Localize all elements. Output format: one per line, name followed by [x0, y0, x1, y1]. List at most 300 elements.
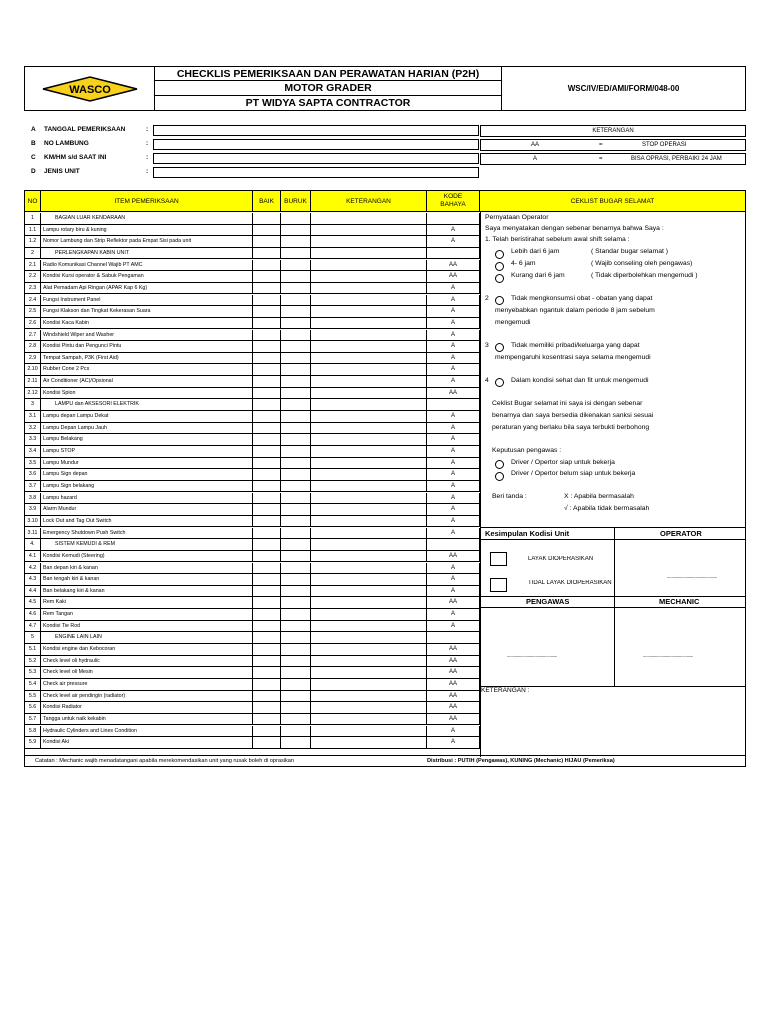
keterangan-cell[interactable] [311, 597, 427, 608]
jenis-field[interactable] [153, 167, 479, 178]
table-row [25, 353, 480, 365]
keterangan-cell[interactable] [311, 318, 427, 329]
row-number: 5 [25, 632, 41, 643]
kode-cell: AA [427, 691, 480, 702]
keterangan-cell[interactable] [311, 271, 427, 282]
keterangan-cell[interactable] [311, 516, 427, 527]
pengawas-signature[interactable]: .............................................. [507, 653, 558, 659]
buruk-cell[interactable] [281, 271, 311, 282]
keterangan-a: A = BISA OPRASI, PERBAIKI 24 JAM [480, 153, 746, 165]
kode-cell: A [427, 446, 480, 457]
pengawas-top-line [480, 596, 745, 597]
row-number: 4.7 [25, 621, 41, 632]
keterangan-cell[interactable] [311, 469, 427, 480]
baik-cell[interactable] [253, 737, 281, 748]
row-item: Check level oli hydraulic [41, 656, 253, 667]
row-number: 4.4 [25, 586, 41, 597]
table-row [25, 481, 480, 493]
buruk-cell [281, 213, 311, 224]
row-number: 5.3 [25, 667, 41, 678]
q2-radio[interactable] [495, 296, 504, 305]
keterangan-cell[interactable] [311, 388, 427, 399]
row-item: Kondisi Pintu dan Pengunci Pintu [41, 341, 253, 352]
buruk-cell[interactable] [281, 702, 311, 713]
keterangan-cell[interactable] [311, 458, 427, 469]
table-row [25, 364, 480, 376]
buruk-cell[interactable] [281, 597, 311, 608]
mark-v-label: √ : Apabila tidak bermasalah [564, 505, 650, 512]
baik-cell[interactable] [253, 667, 281, 678]
baik-cell[interactable] [253, 574, 281, 585]
buruk-cell[interactable] [281, 621, 311, 632]
table-row [25, 306, 480, 318]
row-item: Air Conditioner (AC)/Opsional [41, 376, 253, 387]
baik-cell[interactable] [253, 423, 281, 434]
table-row [25, 702, 480, 714]
table-row [25, 586, 480, 598]
row-item: Windshield Wiper and Washer [41, 330, 253, 341]
tidak-layak-checkbox[interactable] [490, 578, 507, 592]
table-row [25, 434, 480, 446]
kode-cell: A [427, 493, 480, 504]
table-row [25, 283, 480, 295]
baik-cell[interactable] [253, 388, 281, 399]
keterangan-title: KETERANGAN [480, 125, 746, 137]
buruk-cell[interactable] [281, 691, 311, 702]
buruk-cell[interactable] [281, 434, 311, 445]
baik-cell[interactable] [253, 318, 281, 329]
buruk-cell[interactable] [281, 644, 311, 655]
row-item: Lampu Mundur [41, 458, 253, 469]
buruk-cell[interactable] [281, 656, 311, 667]
baik-cell[interactable] [253, 551, 281, 562]
buruk-cell[interactable] [281, 283, 311, 294]
table-row [25, 446, 480, 458]
col-item: ITEM PEMERIKSAAN [41, 191, 253, 212]
buruk-cell[interactable] [281, 411, 311, 422]
beri-tanda-label: Beri tanda : [492, 493, 527, 500]
baik-cell[interactable] [253, 726, 281, 737]
keterangan-cell [311, 248, 427, 259]
row-item: Emergency Shutdown Push Switch [41, 528, 253, 539]
dec1-radio[interactable] [495, 460, 504, 469]
row-item: Lampu Sign belakang [41, 481, 253, 492]
row-number: 5.4 [25, 679, 41, 690]
row-item: Kondisi Kaca Kabin [41, 318, 253, 329]
row-number: 1 [25, 213, 41, 224]
kode-cell: A [427, 423, 480, 434]
table-row [25, 714, 480, 726]
keterangan-cell[interactable] [311, 446, 427, 457]
baik-cell[interactable] [253, 434, 281, 445]
kode-cell: AA [427, 644, 480, 655]
keterangan-cell[interactable] [311, 574, 427, 585]
keterangan-cell[interactable] [311, 528, 427, 539]
col-ceklist: CEKLIST BUGAR SELAMAT [480, 191, 745, 212]
row-number: 2.11 [25, 376, 41, 387]
table-row [25, 330, 480, 342]
layak-label: LAYAK DIOPERASIKAN [528, 556, 594, 562]
baik-cell[interactable] [253, 516, 281, 527]
table-row [25, 667, 480, 679]
baik-cell[interactable] [253, 271, 281, 282]
keterangan-cell[interactable] [311, 656, 427, 667]
keterangan-cell[interactable] [311, 434, 427, 445]
opt2-radio[interactable] [495, 262, 504, 271]
table-row [25, 528, 480, 540]
baik-cell[interactable] [253, 364, 281, 375]
table-row [25, 656, 480, 668]
baik-cell[interactable] [253, 644, 281, 655]
keterangan-cell[interactable] [311, 621, 427, 632]
buruk-cell[interactable] [281, 528, 311, 539]
kode-cell: A [427, 586, 480, 597]
baik-cell[interactable] [253, 714, 281, 725]
kode-cell: A [427, 737, 480, 748]
buruk-cell[interactable] [281, 376, 311, 387]
row-number: 2 [25, 248, 41, 259]
row-number: 4. [25, 539, 41, 550]
keterangan-cell[interactable] [311, 364, 427, 375]
table-row [25, 737, 480, 749]
keterangan-cell[interactable] [311, 726, 427, 737]
row-item: LAMPU dan AKSESORI ELEKTRIK [41, 399, 253, 410]
buruk-cell[interactable] [281, 364, 311, 375]
section-row [25, 248, 480, 260]
buruk-cell[interactable] [281, 493, 311, 504]
table-row [25, 504, 480, 516]
kode-cell: AA [427, 388, 480, 399]
keterangan-cell[interactable] [311, 295, 427, 306]
note-line2: benarnya dan saya bersedia dikenakan sanksi sesuai [492, 412, 654, 419]
row-number: 2.7 [25, 330, 41, 341]
baik-cell[interactable] [253, 481, 281, 492]
buruk-cell[interactable] [281, 225, 311, 236]
row-item: Lampu rotary biru & kuning [41, 225, 253, 236]
row-item: Lampu STOP [41, 446, 253, 457]
buruk-cell[interactable] [281, 458, 311, 469]
buruk-cell[interactable] [281, 446, 311, 457]
buruk-cell[interactable] [281, 667, 311, 678]
dec2-label: Driver / Opertor belum siap untuk bekerja [511, 470, 636, 477]
kode-cell: A [427, 330, 480, 341]
q4-radio[interactable] [495, 378, 504, 387]
kode-cell: AA [427, 714, 480, 725]
baik-cell[interactable] [253, 528, 281, 539]
row-item: Kondisi engine dan Kebocoran [41, 644, 253, 655]
kode-cell: A [427, 283, 480, 294]
dec1-label: Driver / Opertor siap untuk bekerja [511, 459, 615, 466]
mechanic-signature[interactable]: .............................................. [643, 653, 694, 659]
row-item: Nomor Lambung dan Strip Reflektor pada Empat Sisi pada unit [41, 236, 253, 247]
opt1-note: ( Standar bugar selamat ) [591, 248, 669, 255]
table-row [25, 726, 480, 738]
kode-cell: A [427, 504, 480, 515]
baik-cell[interactable] [253, 504, 281, 515]
baik-cell [253, 399, 281, 410]
info-row-jenis: D JENIS UNIT : [24, 166, 484, 178]
row-number: 3.5 [25, 458, 41, 469]
buruk-cell[interactable] [281, 679, 311, 690]
baik-cell[interactable] [253, 225, 281, 236]
baik-cell[interactable] [253, 493, 281, 504]
table-row [25, 376, 480, 388]
lambung-field[interactable] [153, 139, 479, 150]
row-number: 5.9 [25, 737, 41, 748]
row-item: Check level oli Mesin [41, 667, 253, 678]
table-row [25, 551, 480, 563]
row-item: BAGIAN LUAR KENDARAAN [41, 213, 253, 224]
baik-cell[interactable] [253, 691, 281, 702]
opt1-radio[interactable] [495, 250, 504, 259]
row-number: 4.3 [25, 574, 41, 585]
keterangan-cell[interactable] [311, 260, 427, 271]
info-row-tanggal: A TANGGAL PEMERIKSAAN : [24, 124, 484, 136]
keterangan-cell[interactable] [311, 679, 427, 690]
buruk-cell[interactable] [281, 341, 311, 352]
buruk-cell[interactable] [281, 504, 311, 515]
table-row [25, 225, 480, 237]
baik-cell[interactable] [253, 236, 281, 247]
keterangan-cell[interactable] [311, 481, 427, 492]
table-row [25, 388, 480, 400]
form-code: WSC/IV/ED/AMI/FORM/048-00 [567, 84, 680, 93]
baik-cell[interactable] [253, 376, 281, 387]
row-item: Ban belakang kiri & kanan [41, 586, 253, 597]
kode-cell: A [427, 318, 480, 329]
row-number: 2.10 [25, 364, 41, 375]
row-number: 2.8 [25, 341, 41, 352]
layak-checkbox[interactable] [490, 552, 507, 566]
baik-cell[interactable] [253, 609, 281, 620]
baik-cell[interactable] [253, 563, 281, 574]
baik-cell [253, 539, 281, 550]
keterangan-cell[interactable] [311, 504, 427, 515]
buruk-cell [281, 248, 311, 259]
operator-signature[interactable]: .............................................. [667, 574, 718, 580]
kode-cell: A [427, 411, 480, 422]
mechanic-label: MECHANIC [659, 597, 700, 606]
row-item: Lampu depan Lampu Dekat [41, 411, 253, 422]
kode-cell: AA [427, 260, 480, 271]
row-number: 3.6 [25, 469, 41, 480]
kesimpulan-box [480, 527, 745, 757]
tanggal-field[interactable] [153, 125, 479, 136]
buruk-cell[interactable] [281, 306, 311, 317]
dec2-radio[interactable] [495, 472, 504, 481]
row-number: 1.2 [25, 236, 41, 247]
table-row [25, 644, 480, 656]
q1-label: 1. Telah beristirahat sebelum awal shift selama : [485, 236, 630, 243]
keterangan-cell[interactable] [311, 236, 427, 247]
kode-cell [427, 248, 480, 259]
row-item: Tangga untuk naik kekabin [41, 714, 253, 725]
baik-cell[interactable] [253, 458, 281, 469]
row-number: 2.1 [25, 260, 41, 271]
kode-cell: A [427, 516, 480, 527]
baik-cell[interactable] [253, 597, 281, 608]
keterangan-cell[interactable] [311, 423, 427, 434]
kode-cell: A [427, 621, 480, 632]
buruk-cell[interactable] [281, 726, 311, 737]
keterangan-cell[interactable] [311, 691, 427, 702]
baik-cell[interactable] [253, 411, 281, 422]
buruk-cell[interactable] [281, 551, 311, 562]
checklist-table [24, 190, 746, 756]
row-item: Radio Komunikasi Channel Wajib PT AMC [41, 260, 253, 271]
buruk-cell[interactable] [281, 318, 311, 329]
kode-cell: AA [427, 656, 480, 667]
buruk-cell [281, 399, 311, 410]
buruk-cell[interactable] [281, 236, 311, 247]
q3-radio[interactable] [495, 343, 504, 352]
table-row [25, 469, 480, 481]
kode-cell: AA [427, 667, 480, 678]
kesimpulan-header-line [480, 539, 745, 540]
kode-cell: A [427, 295, 480, 306]
row-item: Kondisi Aki [41, 737, 253, 748]
kode-cell: A [427, 563, 480, 574]
buruk-cell[interactable] [281, 469, 311, 480]
buruk-cell[interactable] [281, 481, 311, 492]
keterangan-cell[interactable] [311, 563, 427, 574]
baik-cell[interactable] [253, 446, 281, 457]
buruk-cell[interactable] [281, 423, 311, 434]
buruk-cell[interactable] [281, 388, 311, 399]
table-row [25, 563, 480, 575]
q4-number: 4 [485, 377, 489, 384]
keterangan-cell[interactable] [311, 376, 427, 387]
buruk-cell[interactable] [281, 714, 311, 725]
kode-cell: A [427, 306, 480, 317]
logo-text: WASCO [69, 84, 111, 96]
q2-line3: mengemudi [495, 319, 531, 326]
note-line3: peraturan yang berlaku bila saya terbukti berbohong [492, 424, 650, 431]
col-kode: KODE BAHAYA [427, 191, 480, 212]
kode-cell: AA [427, 597, 480, 608]
kode-cell: A [427, 376, 480, 387]
buruk-cell[interactable] [281, 737, 311, 748]
row-number: 5.6 [25, 702, 41, 713]
baik-cell[interactable] [253, 306, 281, 317]
table-row [25, 691, 480, 703]
buruk-cell[interactable] [281, 609, 311, 620]
baik-cell[interactable] [253, 621, 281, 632]
row-item: Fungsi Instrument Panel [41, 295, 253, 306]
keterangan-cell[interactable] [311, 586, 427, 597]
keterangan-cell[interactable] [311, 551, 427, 562]
keterangan-cell[interactable] [311, 283, 427, 294]
baik-cell[interactable] [253, 341, 281, 352]
row-number: 2.4 [25, 295, 41, 306]
table-row [25, 341, 480, 353]
keterangan-cell[interactable] [311, 714, 427, 725]
row-item: Ban depan kiri & kanan [41, 563, 253, 574]
baik-cell[interactable] [253, 330, 281, 341]
note-line1: Ceklist Bugar selamat ini saya isi dengan sebenar [492, 400, 643, 407]
kode-cell [427, 539, 480, 550]
baik-cell[interactable] [253, 586, 281, 597]
row-item: Lampu Belakang [41, 434, 253, 445]
opt3-radio[interactable] [495, 274, 504, 283]
title-cell [155, 67, 502, 110]
row-item: Kondisi Kemudi (Steering) [41, 551, 253, 562]
keterangan-cell[interactable] [311, 667, 427, 678]
buruk-cell[interactable] [281, 260, 311, 271]
kode-cell: A [427, 364, 480, 375]
kode-cell: AA [427, 702, 480, 713]
buruk-cell [281, 539, 311, 550]
baik-cell[interactable] [253, 260, 281, 271]
keterangan-cell[interactable] [311, 737, 427, 748]
section-row [25, 399, 480, 411]
buruk-cell[interactable] [281, 330, 311, 341]
row-number: 4.2 [25, 563, 41, 574]
baik-cell[interactable] [253, 295, 281, 306]
kode-cell: AA [427, 551, 480, 562]
keputusan-label: Keputusan pengawas : [492, 447, 562, 454]
keterangan-cell[interactable] [311, 225, 427, 236]
kode-cell [427, 632, 480, 643]
col-buruk: BURUK [281, 191, 311, 212]
row-number: 5.1 [25, 644, 41, 655]
row-number: 3.7 [25, 481, 41, 492]
keterangan-cell[interactable] [311, 493, 427, 504]
info-row-kmhm: C KM/HM s/d SAAT INI : [24, 152, 484, 164]
buruk-cell[interactable] [281, 574, 311, 585]
logo-cell [25, 67, 155, 110]
col-keterangan: KETERANGAN [311, 191, 427, 212]
baik-cell [253, 248, 281, 259]
kode-cell: A [427, 236, 480, 247]
table-row [25, 236, 480, 248]
row-number: 4.1 [25, 551, 41, 562]
buruk-cell[interactable] [281, 563, 311, 574]
baik-cell[interactable] [253, 656, 281, 667]
opt2-label: 4- 6 jam [511, 260, 536, 267]
buruk-cell[interactable] [281, 353, 311, 364]
row-number: 3.1 [25, 411, 41, 422]
keterangan-cell [311, 213, 427, 224]
baik-cell[interactable] [253, 469, 281, 480]
baik-cell[interactable] [253, 353, 281, 364]
keterangan-cell[interactable] [311, 609, 427, 620]
kmhm-field[interactable] [153, 153, 479, 164]
row-number: 2.9 [25, 353, 41, 364]
keterangan-cell[interactable] [311, 702, 427, 713]
buruk-cell[interactable] [281, 295, 311, 306]
buruk-cell[interactable] [281, 516, 311, 527]
keterangan-cell[interactable] [311, 353, 427, 364]
baik-cell[interactable] [253, 702, 281, 713]
keterangan-cell[interactable] [311, 411, 427, 422]
keterangan-cell[interactable] [311, 306, 427, 317]
buruk-cell[interactable] [281, 586, 311, 597]
row-number: 5.5 [25, 691, 41, 702]
baik-cell[interactable] [253, 283, 281, 294]
row-number: 3.11 [25, 528, 41, 539]
table-row [25, 295, 480, 307]
table-row [25, 574, 480, 586]
keterangan-cell[interactable] [311, 330, 427, 341]
keterangan-cell[interactable] [311, 644, 427, 655]
baik-cell[interactable] [253, 679, 281, 690]
keterangan-cell[interactable] [311, 341, 427, 352]
tidak-layak-label: TIDAL LAYAK DIOPERASIKAN [528, 580, 612, 586]
row-number: 5.8 [25, 726, 41, 737]
pengawas-label: PENGAWAS [526, 597, 570, 606]
row-item: Check level air pendingin (radiator) [41, 691, 253, 702]
